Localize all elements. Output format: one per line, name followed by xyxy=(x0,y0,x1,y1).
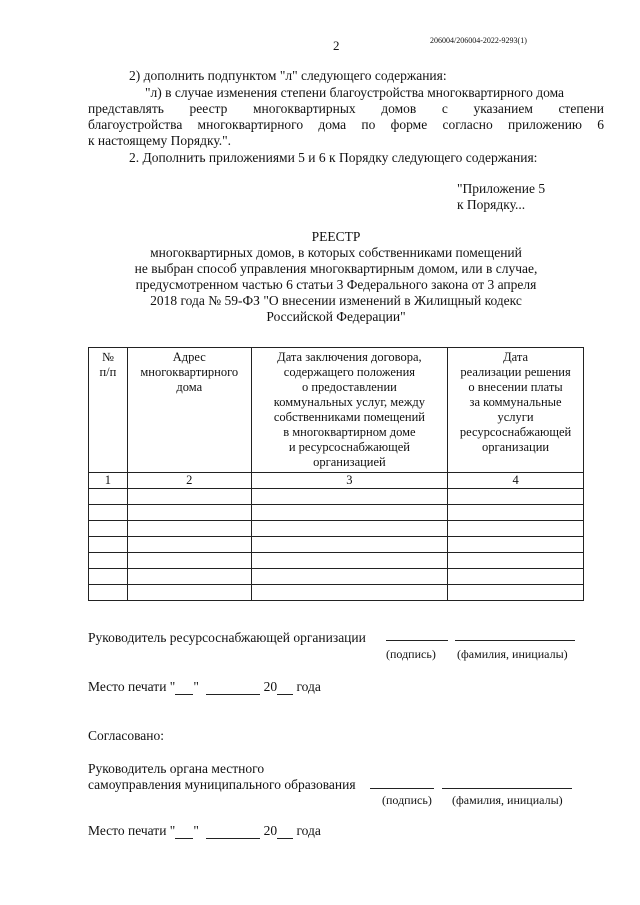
header-text: организации xyxy=(482,440,550,454)
table-cell xyxy=(251,505,447,521)
header-text: и ресурсоснабжающей xyxy=(288,440,410,454)
table-cell xyxy=(89,585,128,601)
head-rso-label: Руководитель ресурсоснабжающей организации xyxy=(88,630,366,645)
body-line-1: 2) дополнить подпунктом "л" следующего содержания: xyxy=(129,68,447,83)
name-caption: (фамилия, инициалы) xyxy=(452,793,563,807)
table-cell xyxy=(251,569,447,585)
document-code: 206004/206004-2022-9293(1) xyxy=(430,36,527,45)
table-cell xyxy=(89,521,128,537)
signature-line xyxy=(370,788,434,789)
column-number: 3 xyxy=(251,473,447,489)
year-blank xyxy=(277,825,293,839)
header-text: п/п xyxy=(99,365,117,379)
table-cell xyxy=(127,585,251,601)
body-line-4: благоустройства многоквартирного дома по форме согласно приложению 6 xyxy=(88,117,604,132)
table-row xyxy=(89,537,584,553)
header-text: многоквартирного xyxy=(140,365,239,379)
header-cell-contract-date xyxy=(251,348,447,473)
year-blank xyxy=(277,681,293,695)
register-subtitle-3: предусмотренном частью 6 статьи 3 Федерального закона от 3 апреля xyxy=(135,277,537,292)
header-cell-address xyxy=(127,348,251,473)
year-prefix: 20 xyxy=(263,823,278,838)
table-header-row xyxy=(89,348,584,473)
table-cell xyxy=(127,537,251,553)
table-cell xyxy=(251,585,447,601)
register-title: РЕЕСТР xyxy=(311,229,361,244)
body-line-3: представлять реестр многоквартирных домов с указанием степени xyxy=(88,101,604,116)
header-text: реализации решения xyxy=(460,365,571,379)
name-line xyxy=(455,640,575,641)
header-cell-number xyxy=(89,348,128,473)
year-word: года xyxy=(296,823,321,838)
table-number-row xyxy=(89,473,584,489)
table-row xyxy=(89,489,584,505)
seal-line-2 xyxy=(88,822,321,839)
table-cell xyxy=(89,537,128,553)
table-cell xyxy=(251,537,447,553)
table-cell xyxy=(127,489,251,505)
signature-caption: (подпись) xyxy=(382,793,432,807)
seal-label: Место печати " xyxy=(88,679,176,694)
signature-caption: (подпись) xyxy=(386,647,436,661)
register-subtitle-2: не выбран способ управления многоквартирным домом, или в случае, xyxy=(134,261,538,276)
table-row xyxy=(89,569,584,585)
page-number: 2 xyxy=(333,38,340,53)
table-row xyxy=(89,505,584,521)
appendix-ref: к Порядку... xyxy=(457,197,526,212)
table-row xyxy=(89,585,584,601)
agreed-label: Согласовано: xyxy=(88,728,164,743)
table-cell xyxy=(127,553,251,569)
table-cell xyxy=(127,505,251,521)
column-number: 2 xyxy=(127,473,251,489)
seal-line-1 xyxy=(88,678,321,695)
header-text: о внесении платы xyxy=(468,380,563,394)
body-line-6: 2. Дополнить приложениями 5 и 6 к Порядку следующего содержания: xyxy=(129,150,538,165)
signature-line xyxy=(386,640,448,641)
table-cell xyxy=(127,521,251,537)
name-line xyxy=(442,788,572,789)
table-cell xyxy=(448,569,584,585)
table-cell xyxy=(448,489,584,505)
appendix-label: "Приложение 5 xyxy=(457,181,546,196)
header-text: Адрес xyxy=(172,350,206,364)
table-cell xyxy=(89,553,128,569)
header-text: собственниками помещений xyxy=(273,410,425,424)
head-local-label-2: самоуправления муниципального образования xyxy=(88,777,356,792)
table-cell xyxy=(251,521,447,537)
table-cell xyxy=(89,569,128,585)
header-text: коммунальных услуг, между xyxy=(273,395,426,409)
table-cell xyxy=(448,585,584,601)
table-cell xyxy=(448,505,584,521)
table-cell xyxy=(448,553,584,569)
seal-label: Место печати " xyxy=(88,823,176,838)
header-text: за коммунальные xyxy=(469,395,562,409)
quote-mark: " xyxy=(193,679,199,694)
header-text: Дата заключения договора, xyxy=(277,350,422,364)
table-cell xyxy=(448,521,584,537)
table-cell xyxy=(127,569,251,585)
column-number: 1 xyxy=(89,473,128,489)
header-text: ресурсоснабжающей xyxy=(459,425,572,439)
header-text: организацией xyxy=(313,455,386,469)
month-blank xyxy=(206,681,260,695)
table-row xyxy=(89,521,584,537)
body-line-5: к настоящему Порядку.". xyxy=(88,133,231,148)
header-text: № xyxy=(101,350,114,364)
table-cell xyxy=(89,505,128,521)
register-subtitle-1: многоквартирных домов, в которых собственниками помещений xyxy=(150,245,522,260)
header-text: в многоквартирном доме xyxy=(283,425,416,439)
table-cell xyxy=(448,537,584,553)
year-prefix: 20 xyxy=(263,679,278,694)
body-line-2: "л) в случае изменения степени благоустройства многоквартирного дома xyxy=(145,85,565,100)
header-text: о предоставлении xyxy=(301,380,397,394)
table-row xyxy=(89,553,584,569)
year-word: года xyxy=(296,679,321,694)
header-text: содержащего положения xyxy=(283,365,416,379)
day-blank xyxy=(175,681,193,695)
header-cell-decision-date xyxy=(448,348,584,473)
table-cell xyxy=(251,553,447,569)
name-caption: (фамилия, инициалы) xyxy=(457,647,568,661)
header-text: Дата xyxy=(503,350,529,364)
head-local-label-1: Руководитель органа местного xyxy=(88,761,265,776)
register-subtitle-4: 2018 года № 59-ФЗ "О внесении изменений в Жилищный кодекс xyxy=(150,293,522,308)
column-number: 4 xyxy=(448,473,584,489)
header-text: дома xyxy=(176,380,203,394)
register-table xyxy=(88,347,584,601)
table-cell xyxy=(89,489,128,505)
table-cell xyxy=(251,489,447,505)
register-subtitle-5: Российской Федерации" xyxy=(266,309,406,324)
month-blank xyxy=(206,825,260,839)
header-text: услуги xyxy=(497,410,534,424)
quote-mark: " xyxy=(193,823,199,838)
day-blank xyxy=(175,825,193,839)
